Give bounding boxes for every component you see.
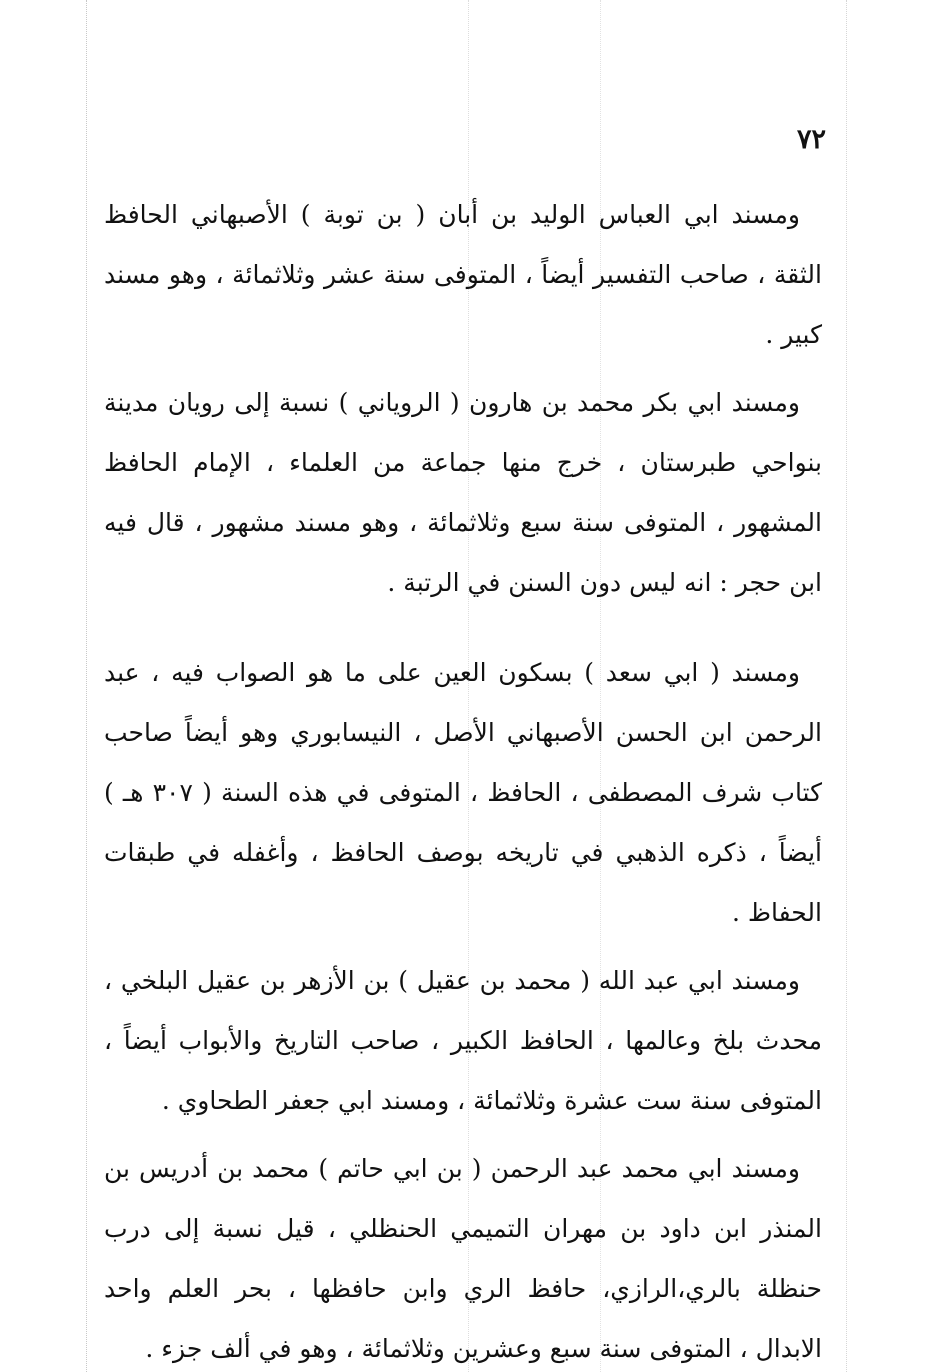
paragraph-4: ومسند ابي عبد الله ( محمد بن عقيل ) بن الأزهر بن عقيل البلخي ، محدث بلخ وعالمها ، الحافظ الكبير ، صاحب التاريخ والأبواب أيضاً ، المتوفى سنة ست عشرة وثلاثمائة ، ومسند ابي جعفر الطحاوي . [104,966,822,1115]
page-number: ٧٢ [796,124,826,155]
paragraph-2: ومسند ابي بكر محمد بن هارون ( الروياني ) نسبة إلى رويان مدينة بنواحي طبرستان ، خرج منها جماعة من العلماء ، الإمام الحافظ المشهور ، المتوفى سنة سبع وثلاثمائة ، وهو مسند مشهور ، قال فيه ابن حجر : انه ليس دون السنن في الرتبة . [104,388,822,597]
paragraph-5: ومسند ابي محمد عبد الرحمن ( بن ابي حاتم ) محمد بن أدريس بن المنذر ابن داود بن مهران التميمي الحنظلي ، قيل نسبة إلى درب حنظلة بالري،الرازي، حافظ الري وابن حافظها ، بحر العلم واحد الابدال ، المتوفى سنة سبع وعشرين وثلاثمائة ، وهو في ألف جزء . [104,1154,822,1363]
scan-artifact-line [846,0,847,1372]
scan-artifact-line [86,0,87,1372]
text-body [104,185,822,1372]
paragraph-1: ومسند ابي العباس الوليد بن أبان ( بن توبة ) الأصبهاني الحافظ الثقة ، صاحب التفسير أيضاً ، المتوفى سنة عشر وثلاثمائة ، وهو مسند كبير . [104,200,822,349]
paragraph-3: ومسند ( ابي سعد ) بسكون العين على ما هو الصواب فيه ، عبد الرحمن ابن الحسن الأصبهاني الأصل ، النيسابوري وهو أيضاً صاحب كتاب شرف المصطفى ، الحافظ ، المتوفى في هذه السنة ( ٣٠٧ هـ ) أيضاً ، ذكره الذهبي في تاريخه بوصف الحافظ ، وأغفله في طبقات الحفاظ . [104,658,823,927]
